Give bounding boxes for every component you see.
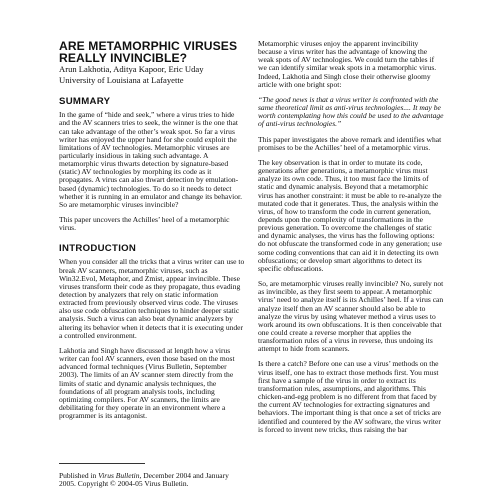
publication-footnote [59,472,245,488]
footnote-suffix: , December 2004 and January 2005. Copyright © 2004-05 Virus Bulletin. [59,471,229,489]
introduction-heading: INTRODUCTION [59,243,137,255]
footnote-journal: Virus Bulletin [98,471,140,480]
introduction-paragraph-1: When you consider all the tricks that a virus writer can use to break AV scanners, metamorphic viruses, such as Win32.Evol, Metaphor, and Zmist, appear invincible. These viruses transform their code as they propagate, thus evading detection by analyzers that rely on static information extracted from previously observed virus code. The viruses also use code obfuscation techniques to hinder deeper static analysis. Such a virus can also beat dynamic analyzers by altering its behavior when it detects that it is executing under a controlled environment. [59,257,245,340]
paper-title: ARE METAMORPHIC VIRUSES REALLY INVINCIBLE? [59,39,238,65]
footnote-prefix: Published in [59,471,99,480]
paper-affiliation: University of Louisiana at Lafayette [59,74,184,85]
paper-authors: Arun Lakhotia, Aditya Kapoor, Eric Uday [59,64,204,74]
left-column [59,40,245,427]
body-paragraph-3: The key observation is that in order to mutate its code, generations after generations, a metamorphic virus must analyze its own code. Thus, it too must face the limits of static and dynamic analysis. Beyond that a metamorphic virus has another constraint: it must be able to re-analyze the mutated code that it generates. Thus, the analysis within the virus, of how to transform the code in current generation, depends upon the complexity of transformations in the previous generation. To overcome the challenges of static and dynamic analyses, the virus has the following options: do not obfuscate the transformed code in any generation; use some coding conventions that can aid it in detecting its own obfuscations; or develop smart algorithms to detect its specific obfuscations. [258,157,442,273]
summary-heading: SUMMARY [59,96,111,108]
right-column [258,40,444,441]
body-paragraph-5: Is there a catch? Before one can use a virus’ methods on the virus itself, one has to extract those methods first. You must first have a sample of the virus in order to extract its transformation rules, assumptions, and algorithms. This chicken-and-egg problem is no different from that faced by the current AV technologies for extracting signatures and behaviors. The important thing is that once a set of tricks are identified and countered by the AV software, the virus writer is forced to invent new tricks, thus raising the bar [258,359,442,434]
summary-paragraph-1: In the game of “hide and seek,” where a virus tries to hide and the AV scanners tries to seek, the winner is the one that can take advantage of the other’s weak spot. So far a virus writer has enjoyed the upper hand for she could exploit the limitations of AV technologies. Metamorphic viruses are particularly insidious in taking such advantage. A metamorphic virus thwarts detection by signature-based (static) AV technologies by morphing its code as it propagates. A virus can also thwart detection by emulation-based (dynamic) technologies. To do so it needs to detect whether it is running in an emulator and change its behavior. So are metamorphic viruses invincible? [59,110,242,209]
quoted-remark: “The good news is that a virus writer is confronted with the same theoretical limit as anti-virus technologies.... It may be worth contemplating how this could be used to the advantage of anti-virus technologies.” [258,94,444,129]
body-paragraph-1: Metamorphic viruses enjoy the apparent invincibility because a virus writer has the advantage of knowing the weak spots of AV technologies. We could turn the tables if we can identify similar weak spots in a metamorphic virus. Indeed, Lakhotia and Singh close their otherwise gloomy article with one bright spot: [258,39,437,89]
body-paragraph-2: This paper investigates the above remark and identifies what promises to be the Achilles’ heel of a metamorphic virus. [258,134,442,152]
summary-paragraph-2: This paper uncovers the Achilles’ heel of a metamorphic virus. [59,215,230,233]
body-paragraph-4: So, are metamorphic viruses really invincible? No, surely not as invincible, as they first seem to appear. A metamorphic virus’ need to analyze itself is its Achilles’ heel. If a virus can analyze itself then an AV scanner should also be able to analyze the virus by using whatever method a virus uses to work around its own obfuscations. It is then conceivable that one could create a reverse morpher that applies the transformation rules of a virus in reverse, thus undoing its attempt to hide from scanners. [258,279,444,354]
footnote-divider [59,463,145,464]
introduction-paragraph-2: Lakhotia and Singh have discussed at length how a virus writer can fool AV scanners, even those based on the most advanced formal techniques (Virus Bulletin, September 2003). The limits of an AV scanner stem directly from the limits of static and dynamic analysis techniques, the foundations of all program analysis tools, including optimizing compilers. For AV scanners, the limits are debilitating for they operate in an environment where a programmer is its antagonist. [59,345,235,421]
